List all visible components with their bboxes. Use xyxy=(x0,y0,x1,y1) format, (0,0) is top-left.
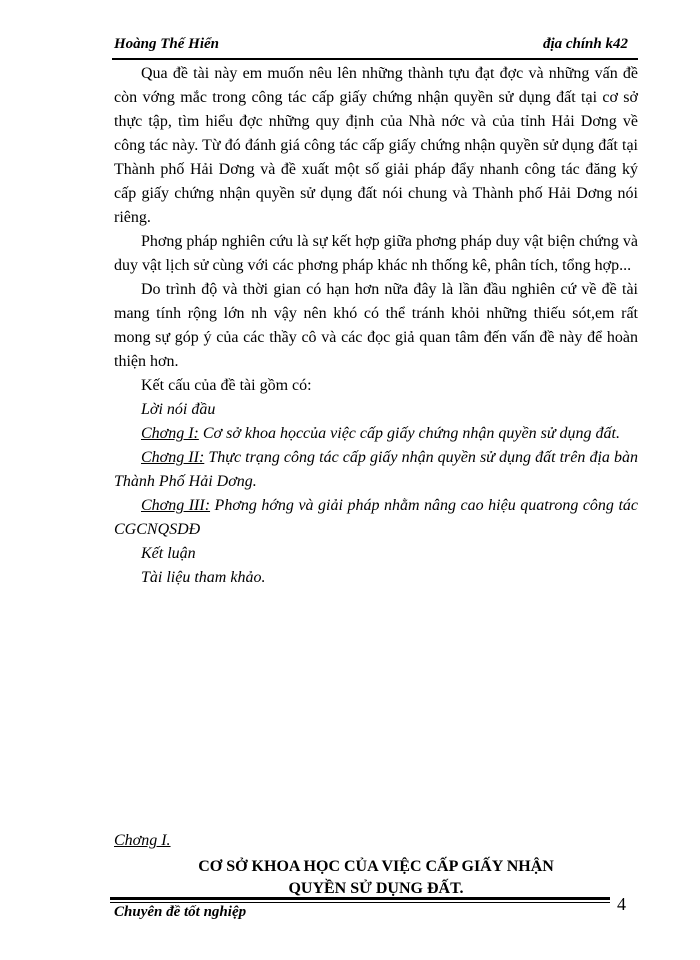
footer-text: Chuyên đề tốt nghiệp xyxy=(114,904,247,920)
header-rule xyxy=(112,58,638,60)
chapter-title-line-1: CƠ SỞ KHOA HỌC CỦA VIỆC CẤP GIẤY NHẬN xyxy=(198,858,554,875)
toc-conclusion: Kết luận xyxy=(141,545,196,562)
toc-chapter-2-title: Thực trạng công tác cấp giấy nhận quyền sử dụng đất trên địa bàn Thành Phố Hải Dơng. xyxy=(114,449,638,490)
body-text xyxy=(114,62,638,590)
toc-chapter-1-title: Cơ sở khoa họccủa việc cấp giấy chứng nhận quyền sử dụng đất. xyxy=(198,425,620,442)
header-author: Hoàng Thế Hiển xyxy=(114,36,220,52)
toc-chapter-3-label: Chơng III: xyxy=(141,497,211,514)
structure-intro: Kết cấu của đề tài gồm có: xyxy=(141,377,312,394)
toc-chapter-1 xyxy=(114,422,638,446)
toc-chapter-3-title: Phơng hớng và giải pháp nhằm nâng cao hiệu quatrong công tác CGCNQSDĐ xyxy=(114,497,638,538)
toc-references: Tài liệu tham khảo. xyxy=(141,569,266,586)
footer-rule-thin xyxy=(110,902,610,903)
header-class: địa chính k42 xyxy=(542,36,628,52)
paragraph-methods: Phơng pháp nghiên cứu là sự kết hợp giữa phơng pháp duy vật biện chứng và duy vật lịch sử cùng với các phơng pháp khác nh thống kê, phân tích, tổng hợp... xyxy=(114,233,638,274)
chapter-title xyxy=(114,856,638,900)
toc-chapter-3 xyxy=(114,494,638,542)
toc-chapter-1-label: Chơng I: xyxy=(141,425,199,442)
toc-chapter-2 xyxy=(114,446,638,494)
toc-chapter-2-label: Chơng II: xyxy=(141,449,205,466)
footer-rule-thick xyxy=(110,897,610,900)
toc-preface: Lời nói đầu xyxy=(141,401,216,418)
chapter-label: Chơng I. xyxy=(114,832,171,849)
chapter-title-line-2: QUYỀN SỬ DỤNG ĐẤT. xyxy=(288,880,464,897)
paragraph-goals: Qua đề tài này em muốn nêu lên những thành tựu đạt đợc và những vấn đề còn vớng mắc trong công tác cấp giấy chứng nhận quyền sử dụng đất tại cơ sở thực tập, tìm hiểu đợc những quy định của Nhà nớc và của tỉnh Hải Dơng về công tác này. Từ đó đánh giá công tác cấp giấy chứng nhận quyền sử dụng đất tại Thành phố Hải Dơng và đề xuất một số giải pháp đẩy nhanh công tác đăng ký cấp giấy chứng nhận quyền sử dụng đất nói chung và Thành phố Hải Dơng nói riêng. xyxy=(114,65,638,226)
page-number: 4 xyxy=(617,894,626,914)
paragraph-limitations: Do trình độ và thời gian có hạn hơn nữa đây là lần đầu nghiên cứ về đề tài mang tính rộng lớn nh vậy nên khó có thể tránh khỏi những thiếu sót,em rất mong sự góp ý của các thầy cô và các đọc giả quan tâm đến vấn đề này để hoàn thiện hơn. xyxy=(114,281,638,370)
